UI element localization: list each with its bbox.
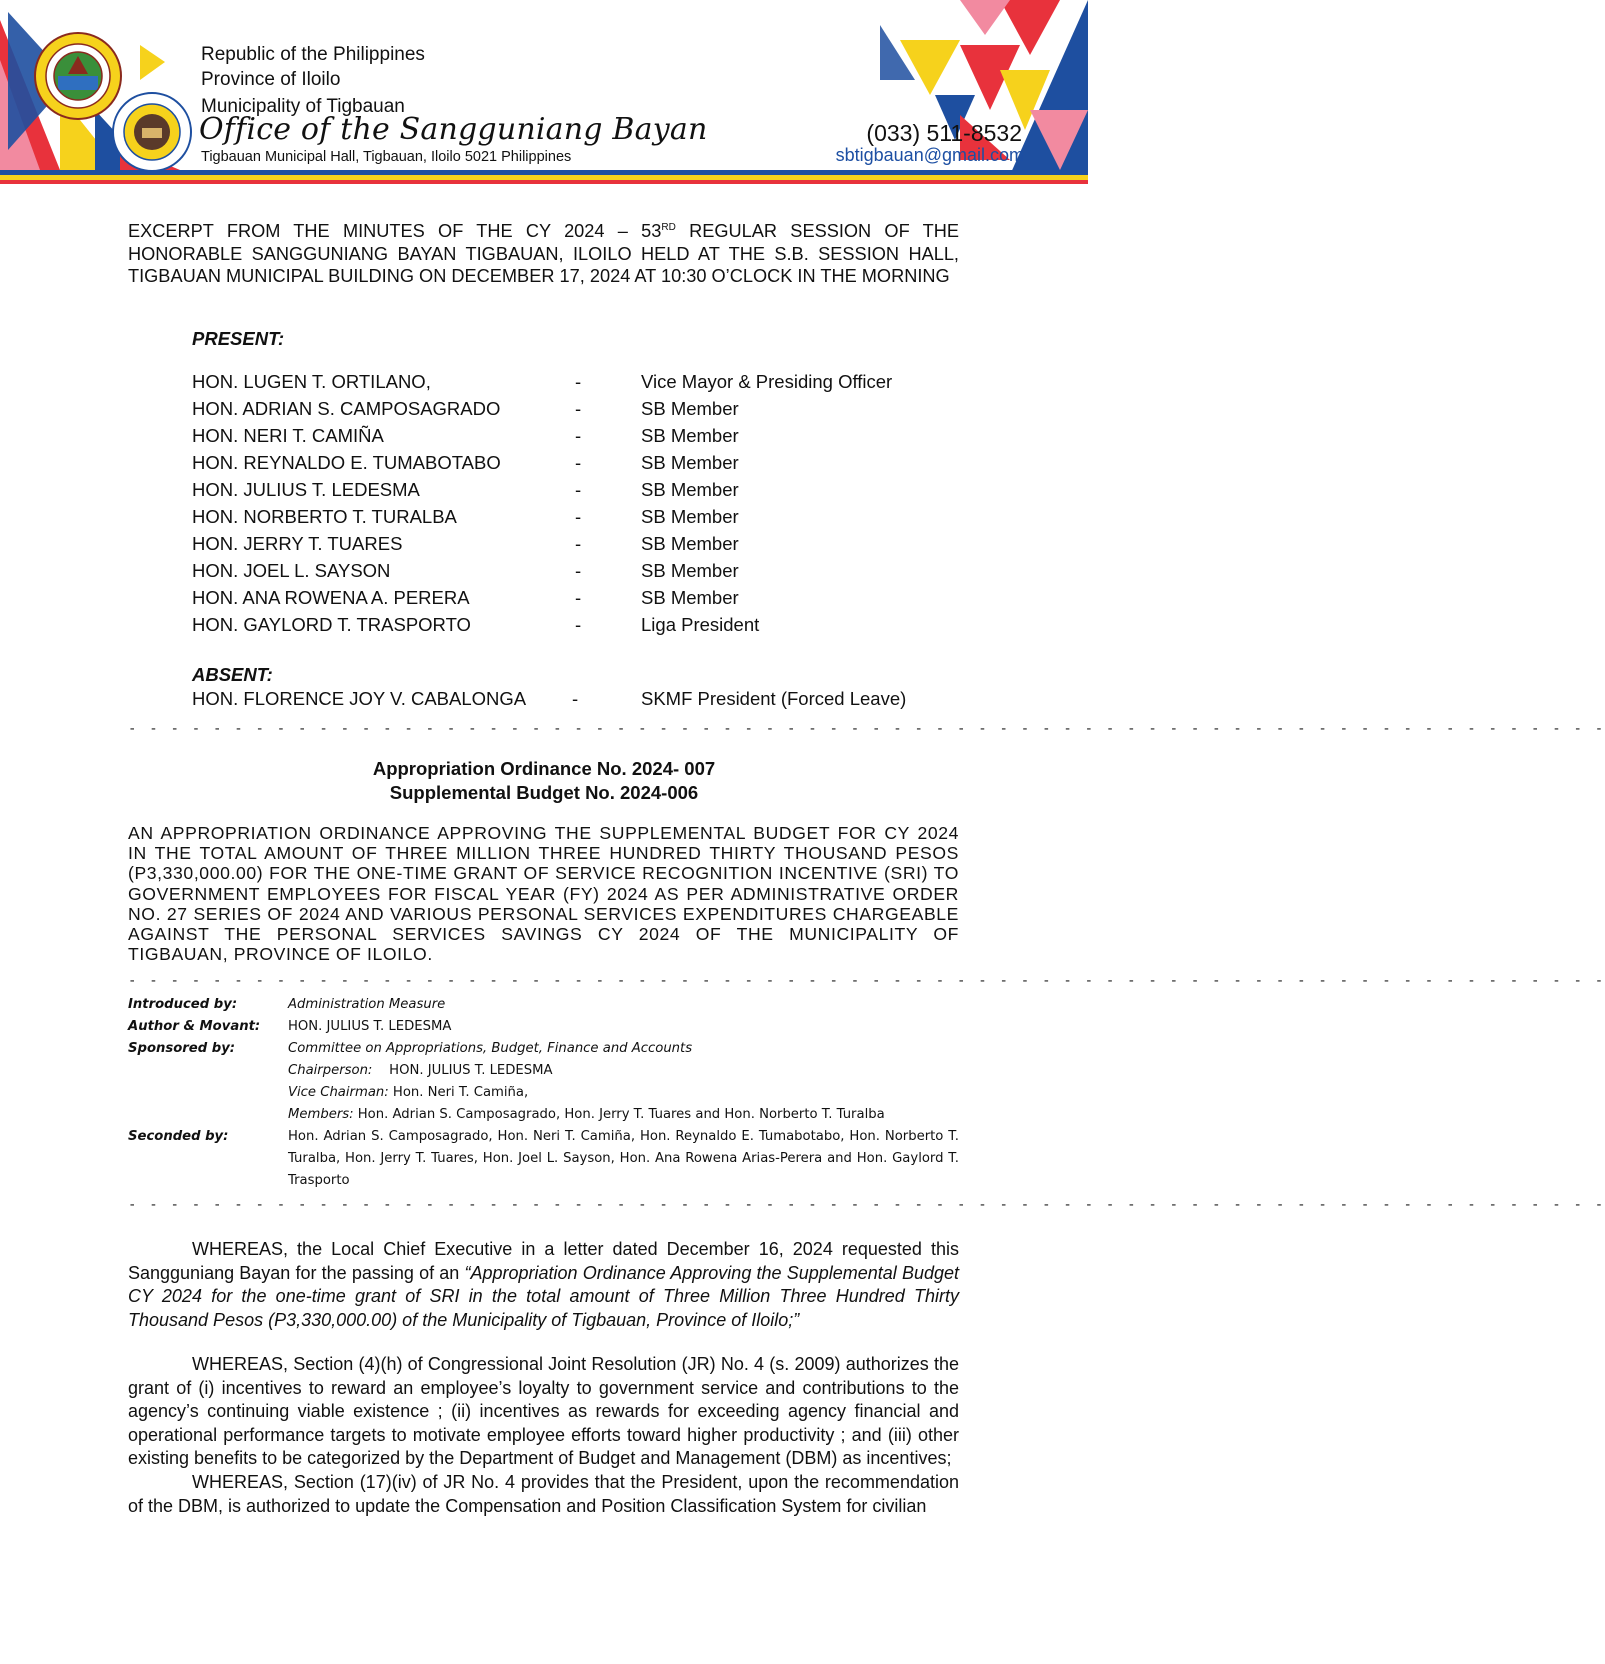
chairperson-label: Chairperson: (288, 1063, 373, 1078)
whereas-paragraph-2 (128, 1353, 959, 1471)
attendee-dash: - (575, 506, 582, 527)
province-line: Province of Iloilo (201, 69, 341, 90)
municipality-line: Municipality of Tigbauan (201, 96, 405, 117)
whereas-2-text: WHEREAS, Section (4)(h) of Congressional Joint Resolution (JR) No. 4 (s. 2009) authorizes the grant of (i) incentives to reward an employee’s loyalty to government service and contributions to the agency’s continuing viable existence ; (ii) incentives as rewards for exceeding agency financial and operational performance targets to motivate employee efforts toward higher productivity ; and (iii) other existing benefits to be categorized by the Department of Budget and Management (DBM) as incentives; (128, 1354, 959, 1468)
separator-line: - - - - - - - - - - - - - - - - - - - - - - - - - - - - - - - - - - - - - - - - - - - - - - - - - - - - - - - - - - - - - - - - - - - - - - (128, 721, 1605, 737)
sponsored-row (128, 1038, 959, 1060)
introduced-row (128, 994, 959, 1016)
attendee-name: HON. REYNALDO E. TUMABOTABO (192, 452, 501, 473)
excerpt-superscript: RD (661, 222, 676, 233)
excerpt-text-start: EXCERPT FROM THE MINUTES OF THE CY 2024 – 53 (128, 221, 662, 242)
attendee-row (192, 452, 952, 479)
attendee-row (192, 371, 952, 398)
office-title: Office of the Sangguniang Bayan (199, 112, 708, 147)
chairperson-value: HON. JULIUS T. LEDESMA (389, 1063, 553, 1078)
whereas-1-quote: “Appropriation Ordinance Approving the Supplemental Budget CY 2024 for the one-time grant of SRI in the total amount of Three Million Three Hundred Thirty Thousand Pesos (P3,330,000.00) of the Municipality of Tigbauan, Province of Iloilo;” (128, 1262, 960, 1330)
whereas-3-text: WHEREAS, Section (17)(iv) of JR No. 4 provides that the President, upon the recommendation of the DBM, is authorized to update the Compensation and Position Classification System for civilian (128, 1472, 959, 1516)
attendee-role: SB Member (641, 560, 739, 581)
absent-member-name: HON. FLORENCE JOY V. CABALONGA (192, 688, 527, 709)
attendee-row (192, 398, 952, 425)
seconded-label: Seconded by: (128, 1129, 229, 1144)
attendee-name: HON. JOEL L. SAYSON (192, 560, 391, 581)
municipal-seal (34, 32, 122, 120)
attendee-name: HON. NERI T. CAMIÑA (192, 425, 384, 446)
attendee-row (192, 560, 952, 587)
attendee-name: HON. GAYLORD T. TRASPORTO (192, 614, 471, 635)
author-row (128, 1016, 959, 1038)
attendee-row (192, 479, 952, 506)
absent-member-role: SKMF President (Forced Leave) (641, 688, 907, 709)
seconded-row (128, 1126, 959, 1192)
whereas-1-text: WHEREAS, the Local Chief Executive in a letter dated December 16, 2024 requested this Sangguniang Bayan for the passing of an (128, 1239, 959, 1283)
attendee-name: HON. ANA ROWENA A. PERERA (192, 587, 470, 608)
attendee-row (192, 533, 952, 560)
whereas-paragraph-3 (128, 1471, 959, 1518)
attendee-row (192, 614, 952, 641)
attendee-role: SB Member (641, 587, 739, 608)
minutes-excerpt (128, 217, 959, 288)
attendee-role: Liga President (641, 614, 760, 635)
attendee-role: SB Member (641, 398, 739, 419)
attendee-dash: - (575, 587, 582, 608)
republic-line: Republic of the Philippines (201, 44, 425, 65)
introduced-label: Introduced by: (128, 997, 238, 1012)
ordinance-description: AN APPROPRIATION ORDINANCE APPROVING THE SUPPLEMENTAL BUDGET FOR CY 2024 IN THE TOTAL AMOUNT OF THREE MILLION THREE HUNDRED THIRTY THOUSAND PESOS (P3,330,000.00) FOR THE ONE-TIME GRANT OF SERVICE RECOGNITION INCENTIVE (SRI) TO GOVERNMENT EMPLOYEES FOR FISCAL YEAR (FY) 2024 AS PER ADMINISTRATIVE ORDER NO. 27 SERIES OF 2024 AND VARIOUS PERSONAL SERVICES EXPENDITURES CHARGEABLE AGAINST THE PERSONAL SERVICES SAVINGS CY 2024 OF THE MUNICIPALITY OF TIGBAUAN, PROVINCE OF ILOILO. (128, 823, 959, 965)
attendee-dash: - (575, 425, 582, 446)
attendee-name: HON. JULIUS T. LEDESMA (192, 479, 420, 500)
ordinance-number: Appropriation Ordinance No. 2024- 007 (372, 758, 716, 779)
sponsored-value: Committee on Appropriations, Budget, Finance and Accounts (288, 1041, 693, 1056)
attendee-role: SB Member (641, 506, 739, 527)
attendee-role: Vice Mayor & Presiding Officer (641, 371, 893, 392)
attendees-list (192, 371, 952, 641)
separator-line: - - - - - - - - - - - - - - - - - - - - - - - - - - - - - - - - - - - - - - - - - - - - - - - - - - - - - - - - - - - - - - - - - - - - - - (128, 1197, 1605, 1213)
letterhead (0, 0, 1088, 195)
attendee-role: SB Member (641, 452, 739, 473)
members-label: Members: (288, 1107, 354, 1122)
attendee-dash: - (575, 479, 582, 500)
whereas-paragraph-1 (128, 1238, 959, 1332)
attendee-dash: - (575, 533, 582, 554)
author-label: Author & Movant: (128, 1019, 261, 1034)
sangguniang-bayan-seal (112, 92, 192, 172)
vice-chairman-value: Hon. Neri T. Camiña, (392, 1085, 529, 1100)
attendee-dash: - (575, 614, 582, 635)
attendee-name: HON. ADRIAN S. CAMPOSAGRADO (192, 398, 501, 419)
attendee-role: SB Member (641, 533, 739, 554)
seconded-value: Hon. Adrian S. Camposagrado, Hon. Neri T. Camiña, Hon. Reynaldo E. Tumabotabo, Hon. Norberto T. Turalba, Hon. Jerry T. Tuares, Hon. Joel L. Sayson, Hon. Ana Rowena Arias-Perera and Hon. Gaylord T. Trasporto (288, 1129, 959, 1188)
ordinance-meta (128, 994, 959, 1192)
email-address[interactable]: sbtigbauan@gmail.com (835, 145, 1024, 165)
supplemental-budget-number: Supplemental Budget No. 2024-006 (389, 782, 699, 803)
attendee-dash: - (575, 452, 582, 473)
absent-member-row (192, 688, 952, 712)
separator-line: - - - - - - - - - - - - - - - - - - - - - - - - - - - - - - - - - - - - - - - - - - - - - - - - - - - - - - - - - - - - - - - - - - - - - - (128, 973, 1605, 989)
chairperson-row (128, 1060, 959, 1082)
excerpt-text-end: REGULAR SESSION OF THE HONORABLE SANGGUNIANG BAYAN TIGBAUAN, ILOILO HELD AT THE S.B. SESSION HALL, TIGBAUAN MUNICIPAL BUILDING ON DECEMBER 17, 2024 AT 10:30 O’CLOCK IN THE MORNING (128, 221, 959, 287)
attendee-dash: - (575, 371, 582, 392)
phone-number: (033) 511-8532 (866, 120, 1022, 146)
attendee-row (192, 506, 952, 533)
attendee-dash: - (575, 398, 582, 419)
introduced-value: Administration Measure (288, 997, 446, 1012)
attendee-dash: - (575, 560, 582, 581)
attendee-role: SB Member (641, 425, 739, 446)
attendee-name: HON. LUGEN T. ORTILANO, (192, 371, 431, 392)
attendee-row (192, 587, 952, 614)
attendee-name: HON. NORBERTO T. TURALBA (192, 506, 457, 527)
members-value: Hon. Adrian S. Camposagrado, Hon. Jerry T. Tuares and Hon. Norberto T. Turalba (357, 1107, 885, 1122)
author-value: HON. JULIUS T. LEDESMA (288, 1019, 452, 1034)
sponsored-label: Sponsored by: (128, 1041, 236, 1056)
attendee-role: SB Member (641, 479, 739, 500)
absent-heading: ABSENT: (192, 664, 273, 685)
office-address: Tigbauan Municipal Hall, Tigbauan, Iloilo 5021 Philippines (201, 149, 572, 165)
members-row (128, 1104, 959, 1126)
absent-member-dash: - (572, 688, 579, 709)
vice-chairman-row (128, 1082, 959, 1104)
present-heading: PRESENT: (192, 328, 285, 349)
vice-chairman-label: Vice Chairman: (288, 1085, 389, 1100)
attendee-row (192, 425, 952, 452)
attendee-name: HON. JERRY T. TUARES (192, 533, 403, 554)
